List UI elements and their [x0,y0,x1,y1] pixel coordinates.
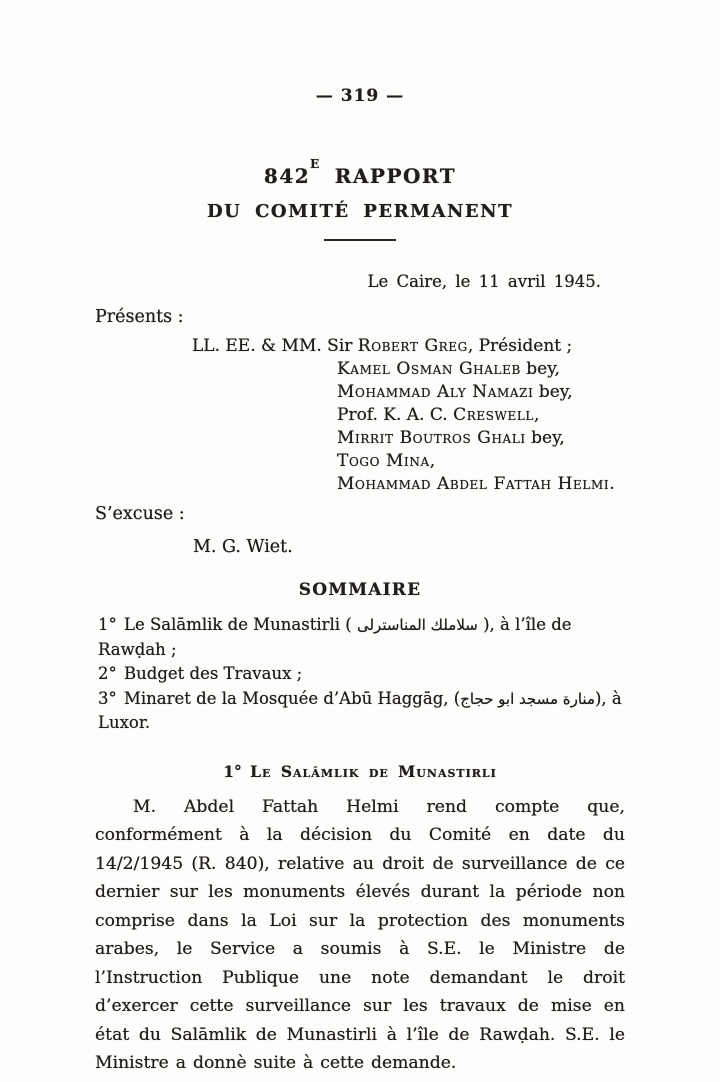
attendee-line [192,335,625,358]
attendee-prefix: LL. EE. & MM. Sir [192,336,358,356]
excuse-label: S’excuse : [95,504,185,524]
section-title: Le Salāmlik de Munastirli [250,761,497,781]
attendee-name: Togo Mina [337,451,430,471]
item-number: 2° [98,664,117,683]
section-number: 1° [223,761,242,781]
item-text: ), à Luxor. [98,688,622,732]
attendee-line [337,473,625,496]
attendee-suffix: bey, [525,428,565,448]
attendee-suffix: , [429,451,436,471]
attendee-line [337,427,625,450]
attendee-name: Kamel Osman Ghaleb [337,359,521,379]
arabic-text: منارة مسجد ابو حجاج [460,689,595,708]
attendee-suffix: bey, [520,359,560,379]
sommaire-item-2 [98,662,625,687]
excused-name: M. G. Wiet. [193,537,293,557]
report-number: 842 [263,164,311,188]
arabic-text: سلاملك المناسترلى [356,616,478,634]
attendee-name: Mohammad Abdel Fattah Helmi [337,474,610,494]
attendee-name: Robert Greg [357,336,468,356]
attendee-suffix: bey, [533,382,573,402]
item-text: Minaret de la Mosquée d’Abū Haggāg, ( [124,688,461,708]
item-text: Budget des Travaux ; [124,664,303,683]
attendee-name: Creswell [453,405,534,425]
attendee-line [337,381,625,404]
sommaire-list [98,613,625,736]
body-paragraph: M. Abdel Fattah Helmi rend compte que, conformément à la décision du Comité en date du 14/2/1945 (R. 840), relative au droit de surveillance de ce dernier sur les monuments élevés durant la période non comprise dans la Loi sur la protection des monuments arabes, le Service a soumis à S.E. le Ministre de l’Instruction Publique une note demandant le droit d’exercer cette surveillance sur les travaux de mise en état du Salāmlik de Munastirli à l’île de Rawḍah. S.E. le Ministre a donnè suite à cette demande. [95,796,625,1073]
report-subtitle: DU COMITÉ PERMANENT [207,201,513,222]
attendee-name: Mirrit Boutros Ghali [337,428,526,448]
attendee-prefix: Prof. K. A. C. [337,405,454,425]
attendee-suffix: . [609,474,615,494]
dateline: Le Caire, le 11 avril 1945. [367,272,601,291]
report-title [95,157,625,188]
section-heading [95,762,625,781]
presents-label: Présents : [95,307,184,327]
item-text: Le Salāmlik de Munastirli ( [124,615,357,634]
title-divider [324,239,396,241]
page-number: — 319 — [315,86,405,106]
sommaire-item-3 [98,687,625,736]
attendee-suffix: , [533,405,540,425]
attendees-list [192,335,625,496]
sommaire-title: SOMMAIRE [298,580,422,600]
sommaire-item-1 [98,613,625,662]
report-word: RAPPORT [334,164,457,188]
attendee-name: Mohammad Aly Namazi [337,382,534,402]
report-ordinal: E [310,157,320,172]
attendee-line [337,450,625,473]
item-number: 3° [98,688,117,708]
attendee-line [337,404,625,427]
item-number: 1° [98,615,117,634]
item-text: ), à l’île de Rawḍah ; [98,615,572,659]
attendee-suffix: , Président ; [467,336,573,356]
attendee-line [337,358,625,381]
